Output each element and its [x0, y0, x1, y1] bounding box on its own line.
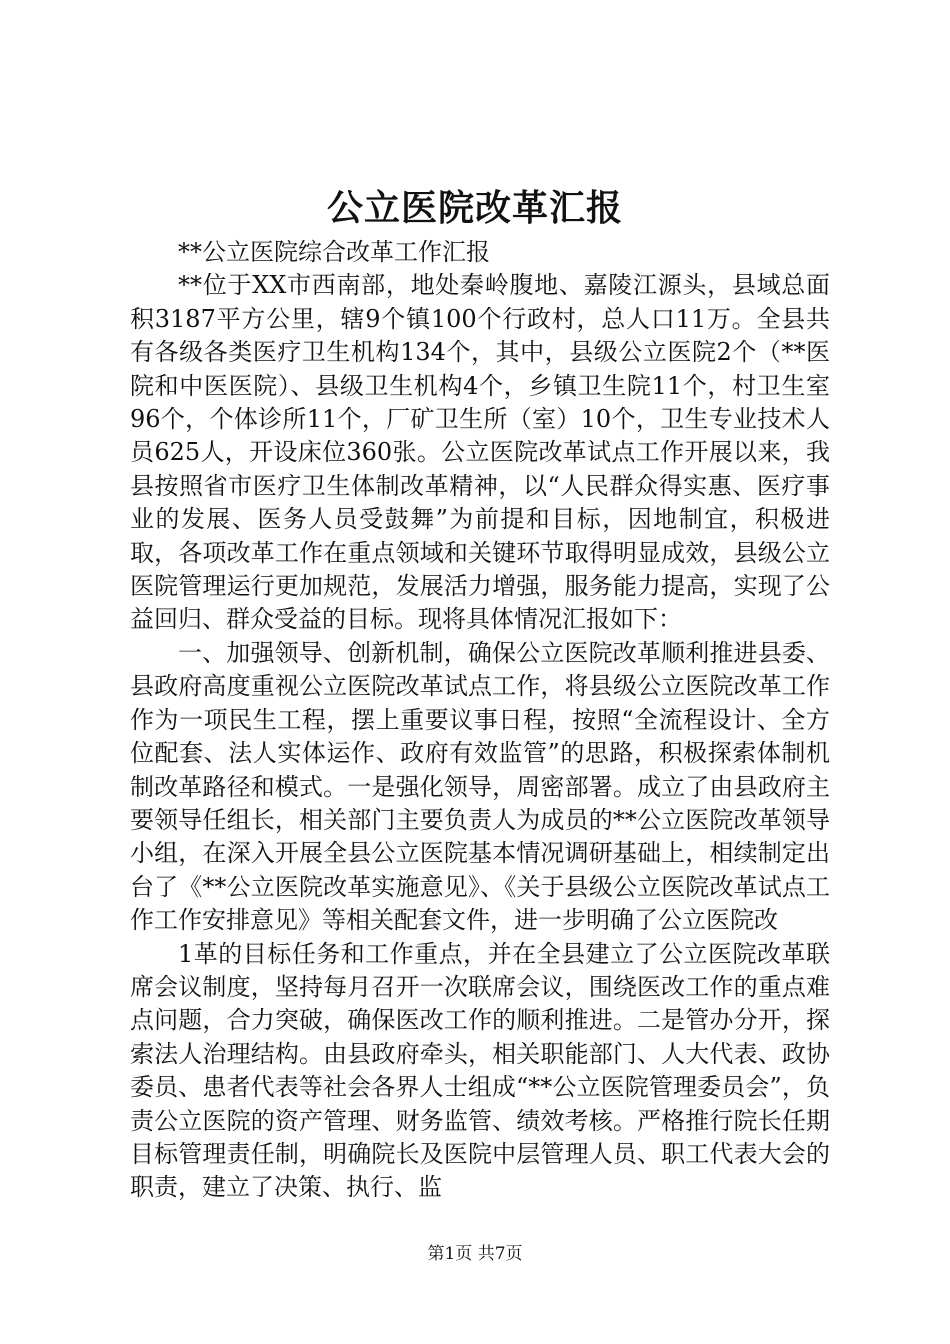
document-title: 公立医院改革汇报: [326, 187, 623, 229]
paragraph-continuation: 1革的目标任务和工作重点，并在全县建立了公立医院改革联席会议制度，坚持每月召开一次联席会议，围绕医改工作的重点难点问题，合力突破，确保医改工作的顺利推进。二是管办分开，探索法人治理结构。由县政府牵头，相关职能部门、人大代表、政协委员、患者代表等社会各界人士组成“**公立医院管理委员会”，负责公立医院的资产管理、财务监管、绩效考核。严格推行院长任期目标管理责任制，明确院长及医院中层管理人员、职工代表大会的职责，建立了决策、执行、监: [130, 939, 830, 1202]
paragraph-section-1: 一、加强领导、创新机制，确保公立医院改革顺利推进县委、县政府高度重视公立医院改革试点工作，将县级公立医院改革工作作为一项民生工程，摆上重要议事日程，按照“全流程设计、全方位配套、法人实体运作、政府有效监管”的思路，积极探索体制机制改革路径和模式。一是强化领导，周密部署。成立了由县政府主要领导任组长，相关部门主要负责人为成员的**公立医院改革领导小组，在深入开展全县公立医院基本情况调研基础上，相续制定出台了《**公立医院改革实施意见》、《关于县级公立医院改革试点工作工作安排意见》等相关配套文件，进一步明确了公立医院改: [130, 638, 830, 935]
paragraph-overview: **位于XX市西南部，地处秦岭腹地、嘉陵江源头，县域总面积3187平方公里，辖9个镇100个行政村，总人口11万。全县共有各级各类医疗卫生机构134个，其中，县级公立医院2个（**医院和中医医院）、县级卫生机构4个，乡镇卫生院11个，村卫生室96个，个体诊所11个，厂矿卫生所（室）10个，卫生专业技术人员625人，开设床位360张。公立医院改革试点工作开展以来，我县按照省市医疗卫生体制改革精神，以“人民群众得实惠、医疗事业的发展、医务人员受鼓舞”为前提和目标，因地制宜，积极进取，各项改革工作在重点领域和关键环节取得明显成效，县级公立医院管理运行更加规范，发展活力增强，服务能力提高，实现了公益回归、群众受益的目标。现将具体情况汇报如下：: [130, 271, 830, 634]
page-number-footer: 第1页 共7页: [427, 1244, 523, 1264]
document-body: [130, 236, 830, 1205]
paragraph-heading: **公立医院综合改革工作汇报: [178, 238, 490, 266]
